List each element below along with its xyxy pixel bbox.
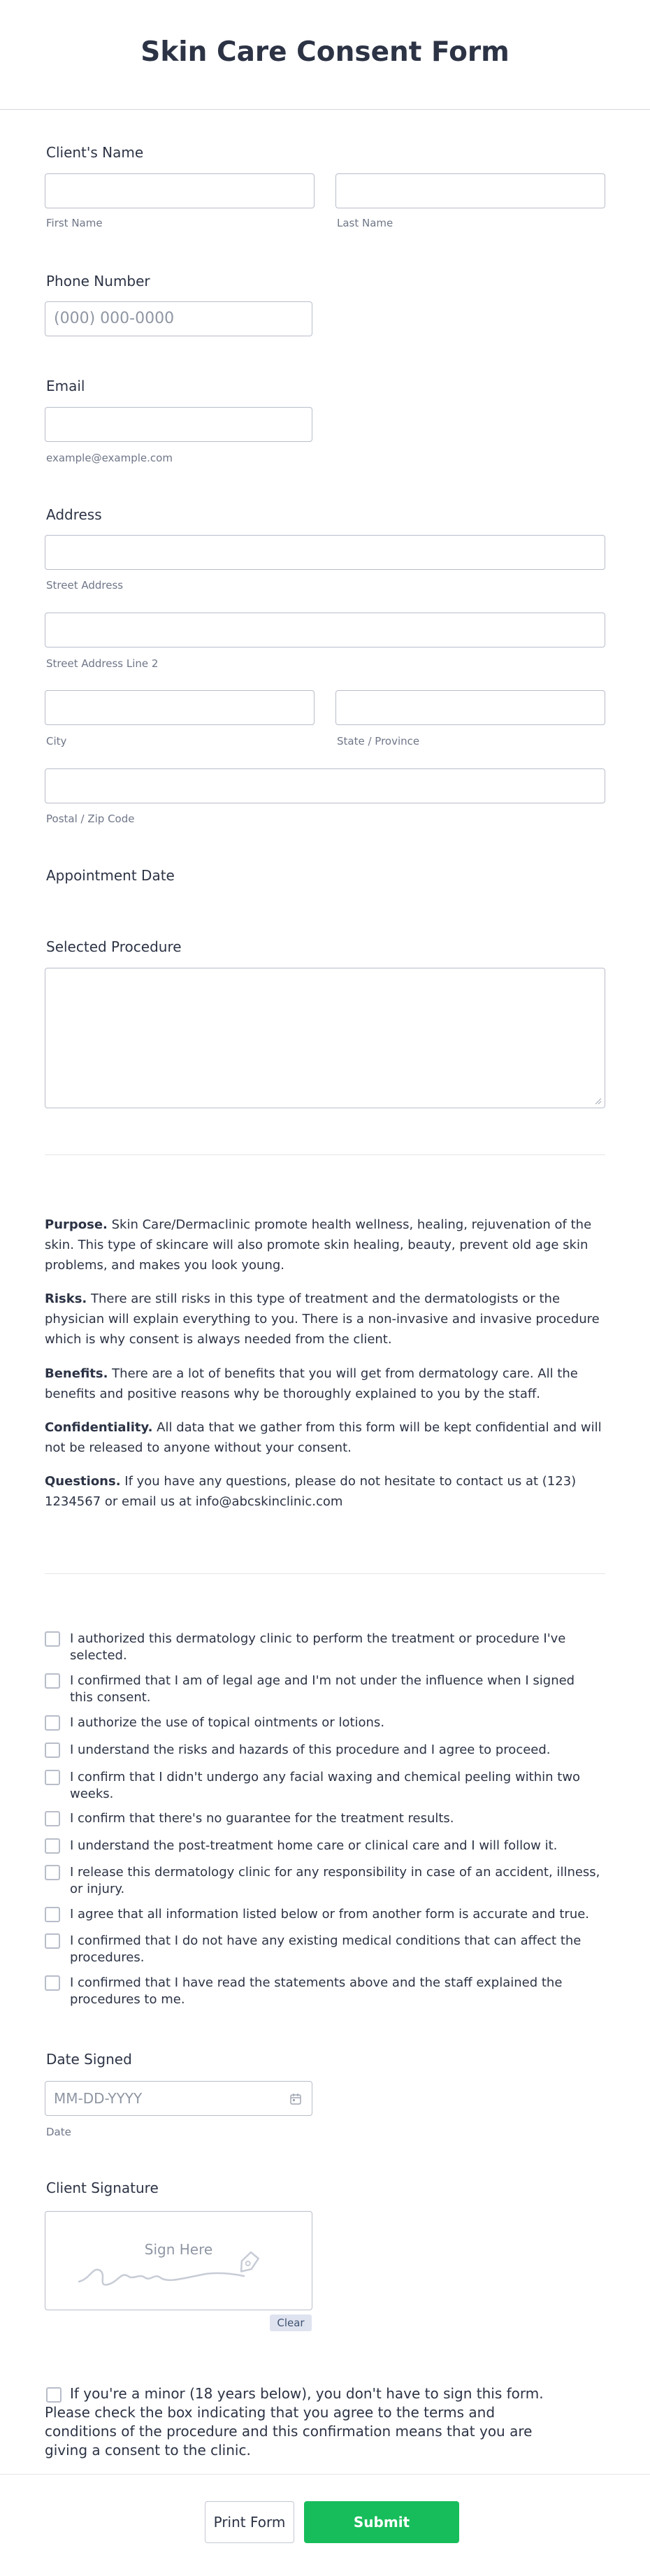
date-signed-hint: Date — [46, 2126, 71, 2138]
consent-checkbox-5[interactable] — [45, 1770, 60, 1785]
phone-placeholder: (000) 000-0000 — [54, 310, 175, 327]
signature-scribble-icon — [76, 2242, 286, 2291]
purpose-paragraph: Purpose. Skin Care/Dermaclinic promote health wellness, healing, rejuvenation of the skin. This type of skincare will also promote skin healing, beauty, prevent old age skin problems, and makes you look young. — [45, 1217, 592, 1273]
consent-checkbox-9[interactable] — [45, 1907, 60, 1922]
consent-label-2: I confirmed that I am of legal age and I'm not under the influence when I signed this consent. — [70, 1673, 575, 1705]
consent-label-9: I agree that all information listed below or from another form is accurate and true. — [70, 1907, 590, 1922]
client-signature-label: Client Signature — [46, 2180, 159, 2196]
address-label: Address — [46, 506, 102, 523]
submit-button[interactable]: Submit — [304, 2501, 459, 2543]
form-title: Skin Care Consent Form — [140, 36, 510, 68]
resize-handle-icon[interactable] — [595, 1098, 602, 1105]
consent-label-1: I authorized this dermatology clinic to perform the treatment or procedure I've selected. — [70, 1631, 566, 1663]
street-address-sublabel: Street Address — [46, 579, 124, 592]
city-input[interactable] — [45, 690, 315, 725]
client-name-label: Client's Name — [46, 144, 144, 161]
print-form-button[interactable]: Print Form — [205, 2501, 294, 2543]
consent-checkbox-8[interactable] — [45, 1865, 60, 1880]
consent-checkbox-4[interactable] — [45, 1743, 60, 1758]
city-sublabel: City — [46, 735, 67, 747]
street-address-input[interactable] — [45, 535, 605, 570]
phone-label: Phone Number — [46, 273, 150, 289]
street-address-2-input[interactable] — [45, 613, 605, 647]
questions-paragraph: Questions. If you have any questions, please do not hesitate to contact us at (123) 1234567 or email us at info@abcskinclinic.com — [45, 1474, 577, 1509]
consent-checkbox-3[interactable] — [45, 1715, 60, 1731]
consent-label-10: I confirmed that I do not have any existing medical conditions that can affect the procedures. — [70, 1933, 582, 1965]
minor-consent-text: If you're a minor (18 years below), you don't have to sign this form. Please check the box indicating that you agree to the terms and conditions of the procedure and this confirmation means that you are giving a consent to the clinic. — [45, 2385, 544, 2459]
first-name-sublabel: First Name — [46, 217, 103, 229]
calendar-icon[interactable] — [289, 2093, 302, 2105]
risks-paragraph: Risks. There are still risks in this type of treatment and the dermatologists or the physician will explain everything to you. There is a non-invasive and invasive procedure which is why consent is always needed from the client. — [45, 1291, 600, 1347]
email-hint: example@example.com — [46, 452, 173, 464]
email-input[interactable] — [45, 407, 312, 442]
benefits-paragraph: Benefits. There are a lot of benefits that you will get from dermatology care. All the benefits and positive reasons why be thoroughly explained to you by the staff. — [45, 1366, 578, 1401]
consent-label-3: I authorize the use of topical ointments or lotions. — [70, 1715, 385, 1730]
consent-label-6: I confirm that there's no guarantee for the treatment results. — [70, 1811, 454, 1826]
consent-checkbox-2[interactable] — [45, 1673, 60, 1689]
postal-code-input[interactable] — [45, 768, 605, 803]
consent-checkbox-7[interactable] — [45, 1838, 60, 1854]
consent-label-4: I understand the risks and hazards of this procedure and I agree to proceed. — [70, 1743, 551, 1757]
phone-input[interactable] — [45, 301, 312, 336]
consent-label-7: I understand the post-treatment home care or clinical care and I will follow it. — [70, 1838, 558, 1853]
postal-code-sublabel: Postal / Zip Code — [46, 813, 135, 825]
signature-pad[interactable] — [45, 2211, 312, 2310]
selected-procedure-textarea[interactable] — [45, 968, 605, 1108]
consent-checkbox-1[interactable] — [45, 1631, 60, 1647]
last-name-input[interactable] — [335, 173, 605, 208]
footer-divider — [0, 2474, 650, 2475]
state-input[interactable] — [335, 690, 605, 725]
appointment-date-label: Appointment Date — [46, 867, 175, 884]
section-divider — [45, 1573, 605, 1574]
email-label: Email — [46, 378, 85, 394]
first-name-input[interactable] — [45, 173, 315, 208]
state-sublabel: State / Province — [337, 735, 420, 747]
consent-checkbox-11[interactable] — [45, 1975, 60, 1991]
consent-label-5: I confirm that I didn't undergo any facial waxing and chemical peeling within two weeks. — [70, 1770, 581, 1801]
selected-procedure-label: Selected Procedure — [46, 938, 182, 955]
clear-signature-button[interactable]: Clear — [270, 2314, 312, 2331]
consent-label-11: I confirmed that I have read the statements above and the staff explained the procedures to me. — [70, 1975, 563, 2007]
date-signed-placeholder: MM-DD-YYYY — [54, 2090, 143, 2107]
section-divider — [45, 1154, 605, 1155]
consent-checkbox-10[interactable] — [45, 1933, 60, 1949]
date-signed-label: Date Signed — [46, 2051, 132, 2068]
confidentiality-paragraph: Confidentiality. All data that we gather from this form will be kept confidential and will not be released to anyone without your consent. — [45, 1420, 602, 1455]
sign-here-placeholder: Sign Here — [144, 2241, 213, 2258]
last-name-sublabel: Last Name — [337, 217, 393, 229]
consent-label-8: I release this dermatology clinic for any responsibility in case of an accident, illness, or injury. — [70, 1865, 600, 1896]
date-signed-input[interactable] — [45, 2081, 312, 2116]
street-address-2-sublabel: Street Address Line 2 — [46, 657, 159, 670]
consent-checkbox-6[interactable] — [45, 1811, 60, 1826]
